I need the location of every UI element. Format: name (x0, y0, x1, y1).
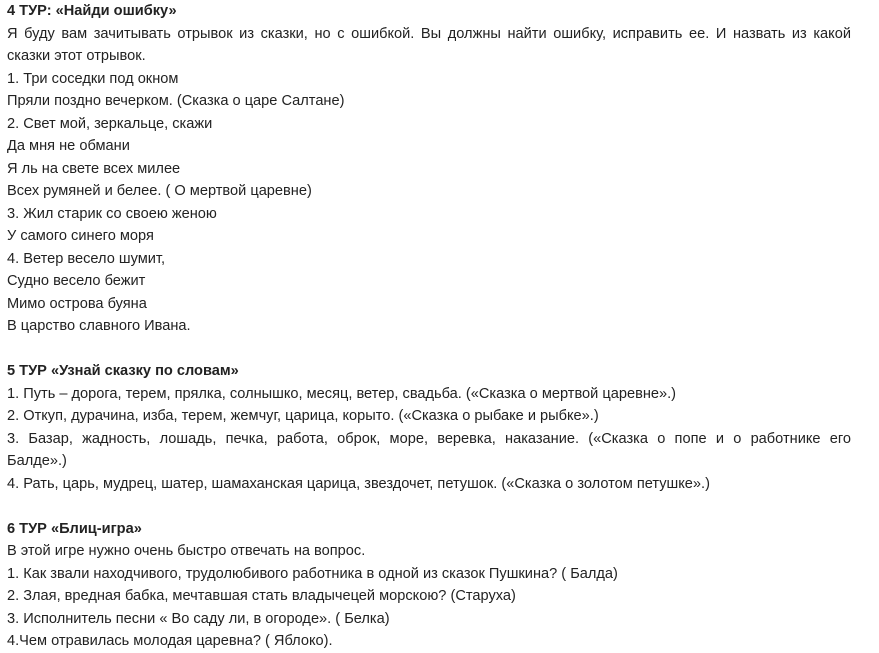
tour4-line: Я ль на свете всех милее (7, 160, 181, 177)
paragraph-spacer (7, 495, 872, 518)
tour5-line: 1. Путь – дорога, терем, прялка, солнышко, месяц, ветер, свадьба. («Сказка о мертвой царевне».) (7, 385, 677, 402)
tour5-line: 3. Базар, жадность, лошадь, печка, работа, оброк, море, веревка, наказание. («Сказка о попе и о работнике его (7, 430, 851, 447)
tour4-intro-line2: сказки этот отрывок. (7, 48, 146, 64)
tour4-line: У самого синего моря (7, 228, 154, 244)
tour4-line: Да мня не обмани (7, 138, 130, 154)
tour4-line: 4. Ветер весело шумит, (7, 250, 166, 267)
tour4-section (7, 0, 872, 338)
paragraph-spacer (7, 338, 872, 361)
tour5-line: 4. Рать, царь, мудрец, шатер, шамаханская царица, звездочет, петушок. («Сказка о золотом петушке».) (7, 475, 710, 492)
tour5-line: 2. Откуп, дурачина, изба, терем, жемчуг, царица, корыто. («Сказка о рыбаке и рыбке».) (7, 408, 599, 424)
tour5-heading: 5 ТУР «Узнай сказку по словам» (7, 363, 239, 379)
tour4-line: 1. Три соседки под окном (7, 70, 179, 87)
tour4-line: В царство славного Ивана. (7, 318, 191, 334)
tour6-line: В этой игре нужно очень быстро отвечать на вопрос. (7, 543, 366, 559)
tour4-line: 2. Свет мой, зеркальце, скажи (7, 115, 213, 132)
tour4-line: Судно весело бежит (7, 273, 146, 289)
tour6-heading: 6 ТУР «Блиц-игра» (7, 520, 142, 537)
tour6-line: 4.Чем отравилась молодая царевна? ( Яблоко). (7, 633, 333, 649)
tour6-section (7, 518, 872, 653)
tour6-line: 1. Как звали находчивого, трудолюбивого работника в одной из сказок Пушкина? ( Балда) (7, 565, 618, 582)
tour6-line: 2. Злая, вредная бабка, мечтавшая стать владычецей морскою? (Старуха) (7, 588, 516, 604)
tour5-line: Балде».) (7, 453, 67, 469)
tour4-line: Мимо острова буяна (7, 295, 147, 312)
tour6-line: 3. Исполнитель песни « Во саду ли, в огороде». ( Белка) (7, 610, 390, 627)
tour4-line: Всех румяней и белее. ( О мертвой царевне) (7, 183, 312, 199)
tour4-heading: 4 ТУР: «Найди ошибку» (7, 3, 177, 19)
tour5-section (7, 360, 872, 495)
tour4-line: Пряли поздно вечерком. (Сказка о царе Салтане) (7, 93, 345, 109)
tour4-line: 3. Жил старик со своею женою (7, 205, 217, 222)
tour4-intro-line1: Я буду вам зачитывать отрывок из сказки, но с ошибкой. Вы должны найти ошибку, исправить ее. И назвать из какой (7, 25, 851, 42)
